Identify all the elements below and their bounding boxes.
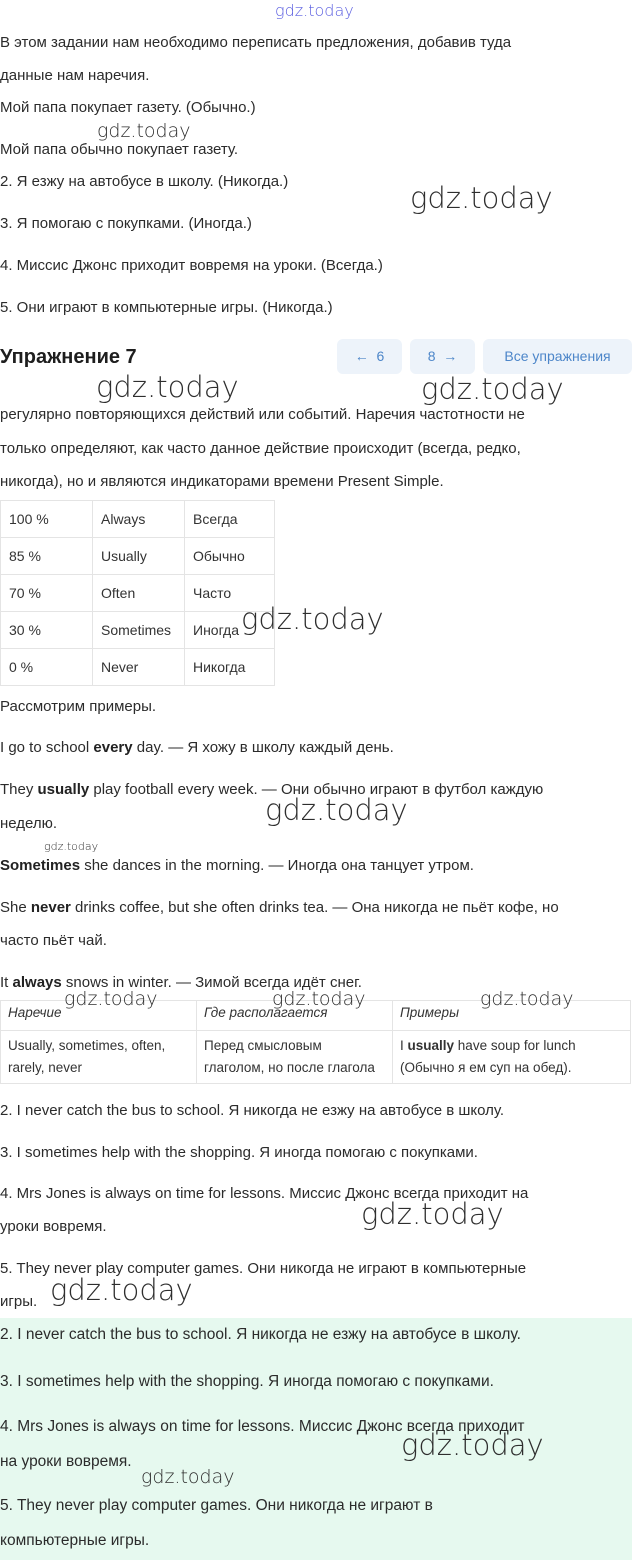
watermark: gdz.today	[50, 1273, 193, 1307]
example-5: It always snows in winter. — Зимой всегда идёт снег.	[0, 974, 362, 991]
watermark: gdz.today	[401, 1428, 544, 1462]
table-row	[1, 538, 275, 575]
table-cell: 85 %	[1, 538, 93, 575]
final-answer-5-line-2: компьютерные игры.	[0, 1532, 150, 1549]
table-row	[1, 575, 275, 612]
watermark: gdz.today	[361, 1197, 504, 1231]
prev-exercise-button[interactable]	[337, 339, 402, 374]
table-row	[1, 1031, 631, 1084]
watermark: gdz.today	[44, 840, 99, 853]
answer-4-line-2: уроки вовремя.	[0, 1218, 107, 1235]
watermark: gdz.today	[141, 1466, 235, 1488]
task-3: 3. Я помогаю с покупками. (Иногда.)	[0, 215, 252, 232]
table-header: Где располагается	[197, 1001, 393, 1031]
examples-heading: Рассмотрим примеры.	[0, 698, 157, 715]
arrow-left-icon: ←	[354, 348, 369, 364]
watermark: gdz.today	[241, 602, 384, 636]
adverb-placement-table	[0, 1000, 631, 1084]
watermark-top: gdz.today	[275, 1, 354, 20]
table-cell: 30 %	[1, 612, 93, 649]
table-cell: Всегда	[185, 501, 275, 538]
table-cell: Always	[93, 501, 185, 538]
watermark: gdz.today	[272, 988, 366, 1010]
table-cell: Often	[93, 575, 185, 612]
next-exercise-label: 8	[427, 348, 436, 364]
all-exercises-button[interactable]: Все упражнения	[483, 339, 632, 374]
watermark: gdz.today	[97, 120, 191, 142]
final-answer-3: 3. I sometimes help with the shopping. Я иногда помогаю с покупками.	[0, 1373, 494, 1390]
table-cell: Иногда	[185, 612, 275, 649]
watermark: gdz.today	[410, 181, 553, 215]
example-2-line-2: неделю.	[0, 815, 58, 832]
watermark: gdz.today	[265, 793, 408, 827]
watermark: gdz.today	[421, 372, 564, 406]
watermark: gdz.today	[480, 988, 574, 1010]
example-task: Мой папа покупает газету. (Обычно.)	[0, 99, 256, 116]
table-cell: Sometimes	[93, 612, 185, 649]
answer-5: 5. They never play computer games. Они никогда не играют в компьютерные	[0, 1260, 527, 1277]
answer-4: 4. Mrs Jones is always on time for lessons. Миссис Джонс всегда приходит на	[0, 1185, 529, 1202]
intro-line-2: данные нам наречия.	[0, 67, 150, 84]
theory-line-1: регулярно повторяющихся действий или событий. Наречия частотности не	[0, 406, 525, 423]
example-4: She never drinks coffee, but she often drinks tea. — Она никогда не пьёт кофе, но	[0, 899, 559, 916]
table-cell: 70 %	[1, 575, 93, 612]
example-3: Sometimes she dances in the morning. — Иногда она танцует утром.	[0, 857, 474, 874]
table-row	[1, 501, 275, 538]
answer-5-line-2: игры.	[0, 1293, 38, 1310]
table-cell: Обычно	[185, 538, 275, 575]
table-row	[1, 612, 275, 649]
theory-line-3: никогда), но и являются индикаторами времени Present Simple.	[0, 473, 444, 490]
table-cell: Usually, sometimes, often, rarely, never	[1, 1031, 197, 1084]
watermark: gdz.today	[64, 988, 158, 1010]
task-2: 2. Я езжу на автобусе в школу. (Никогда.)	[0, 173, 289, 190]
task-4: 4. Миссис Джонс приходит вовремя на уроки. (Всегда.)	[0, 257, 383, 274]
example-answer: Мой папа обычно покупает газету.	[0, 141, 239, 158]
table-cell: Usually	[93, 538, 185, 575]
answer-3: 3. I sometimes help with the shopping. Я иногда помогаю с покупками.	[0, 1144, 478, 1161]
table-header: Примеры	[393, 1001, 631, 1031]
table-header: Наречие	[1, 1001, 197, 1031]
final-answer-4: 4. Mrs Jones is always on time for lessons. Миссис Джонс всегда приходит	[0, 1418, 525, 1435]
next-exercise-button[interactable]	[410, 339, 475, 374]
table-cell: Never	[93, 649, 185, 686]
final-answer-4-line-2: на уроки вовремя.	[0, 1453, 132, 1470]
example-4-line-2: часто пьёт чай.	[0, 932, 107, 949]
table-cell: I usually have soup for lunch (Обычно я ем суп на обед).	[393, 1031, 631, 1084]
table-cell: Никогда	[185, 649, 275, 686]
theory-line-2: только определяют, как часто данное действие происходит (всегда, редко,	[0, 440, 521, 457]
task-5: 5. Они играют в компьютерные игры. (Никогда.)	[0, 299, 333, 316]
exercise-title: Упражнение 7	[0, 346, 137, 368]
final-answer-2: 2. I never catch the bus to school. Я никогда не езжу на автобусе в школу.	[0, 1326, 521, 1343]
prev-exercise-label: 6	[376, 348, 385, 364]
frequency-table	[0, 500, 275, 686]
intro-line-1: В этом задании нам необходимо переписать предложения, добавив туда	[0, 34, 512, 51]
table-row	[1, 649, 275, 686]
arrow-right-icon: →	[443, 348, 458, 364]
watermark: gdz.today	[96, 370, 239, 404]
answer-2: 2. I never catch the bus to school. Я никогда не езжу на автобусе в школу.	[0, 1102, 505, 1119]
example-2: They usually play football every week. — Они обычно играют в футбол каждую	[0, 781, 544, 798]
table-cell: Часто	[185, 575, 275, 612]
table-cell: Перед смысловым глаголом, но после глагола	[197, 1031, 393, 1084]
final-answer-5: 5. They never play computer games. Они никогда не играют в	[0, 1497, 433, 1514]
table-cell: 100 %	[1, 501, 93, 538]
example-1: I go to school every day. — Я хожу в школу каждый день.	[0, 739, 394, 756]
table-cell: 0 %	[1, 649, 93, 686]
